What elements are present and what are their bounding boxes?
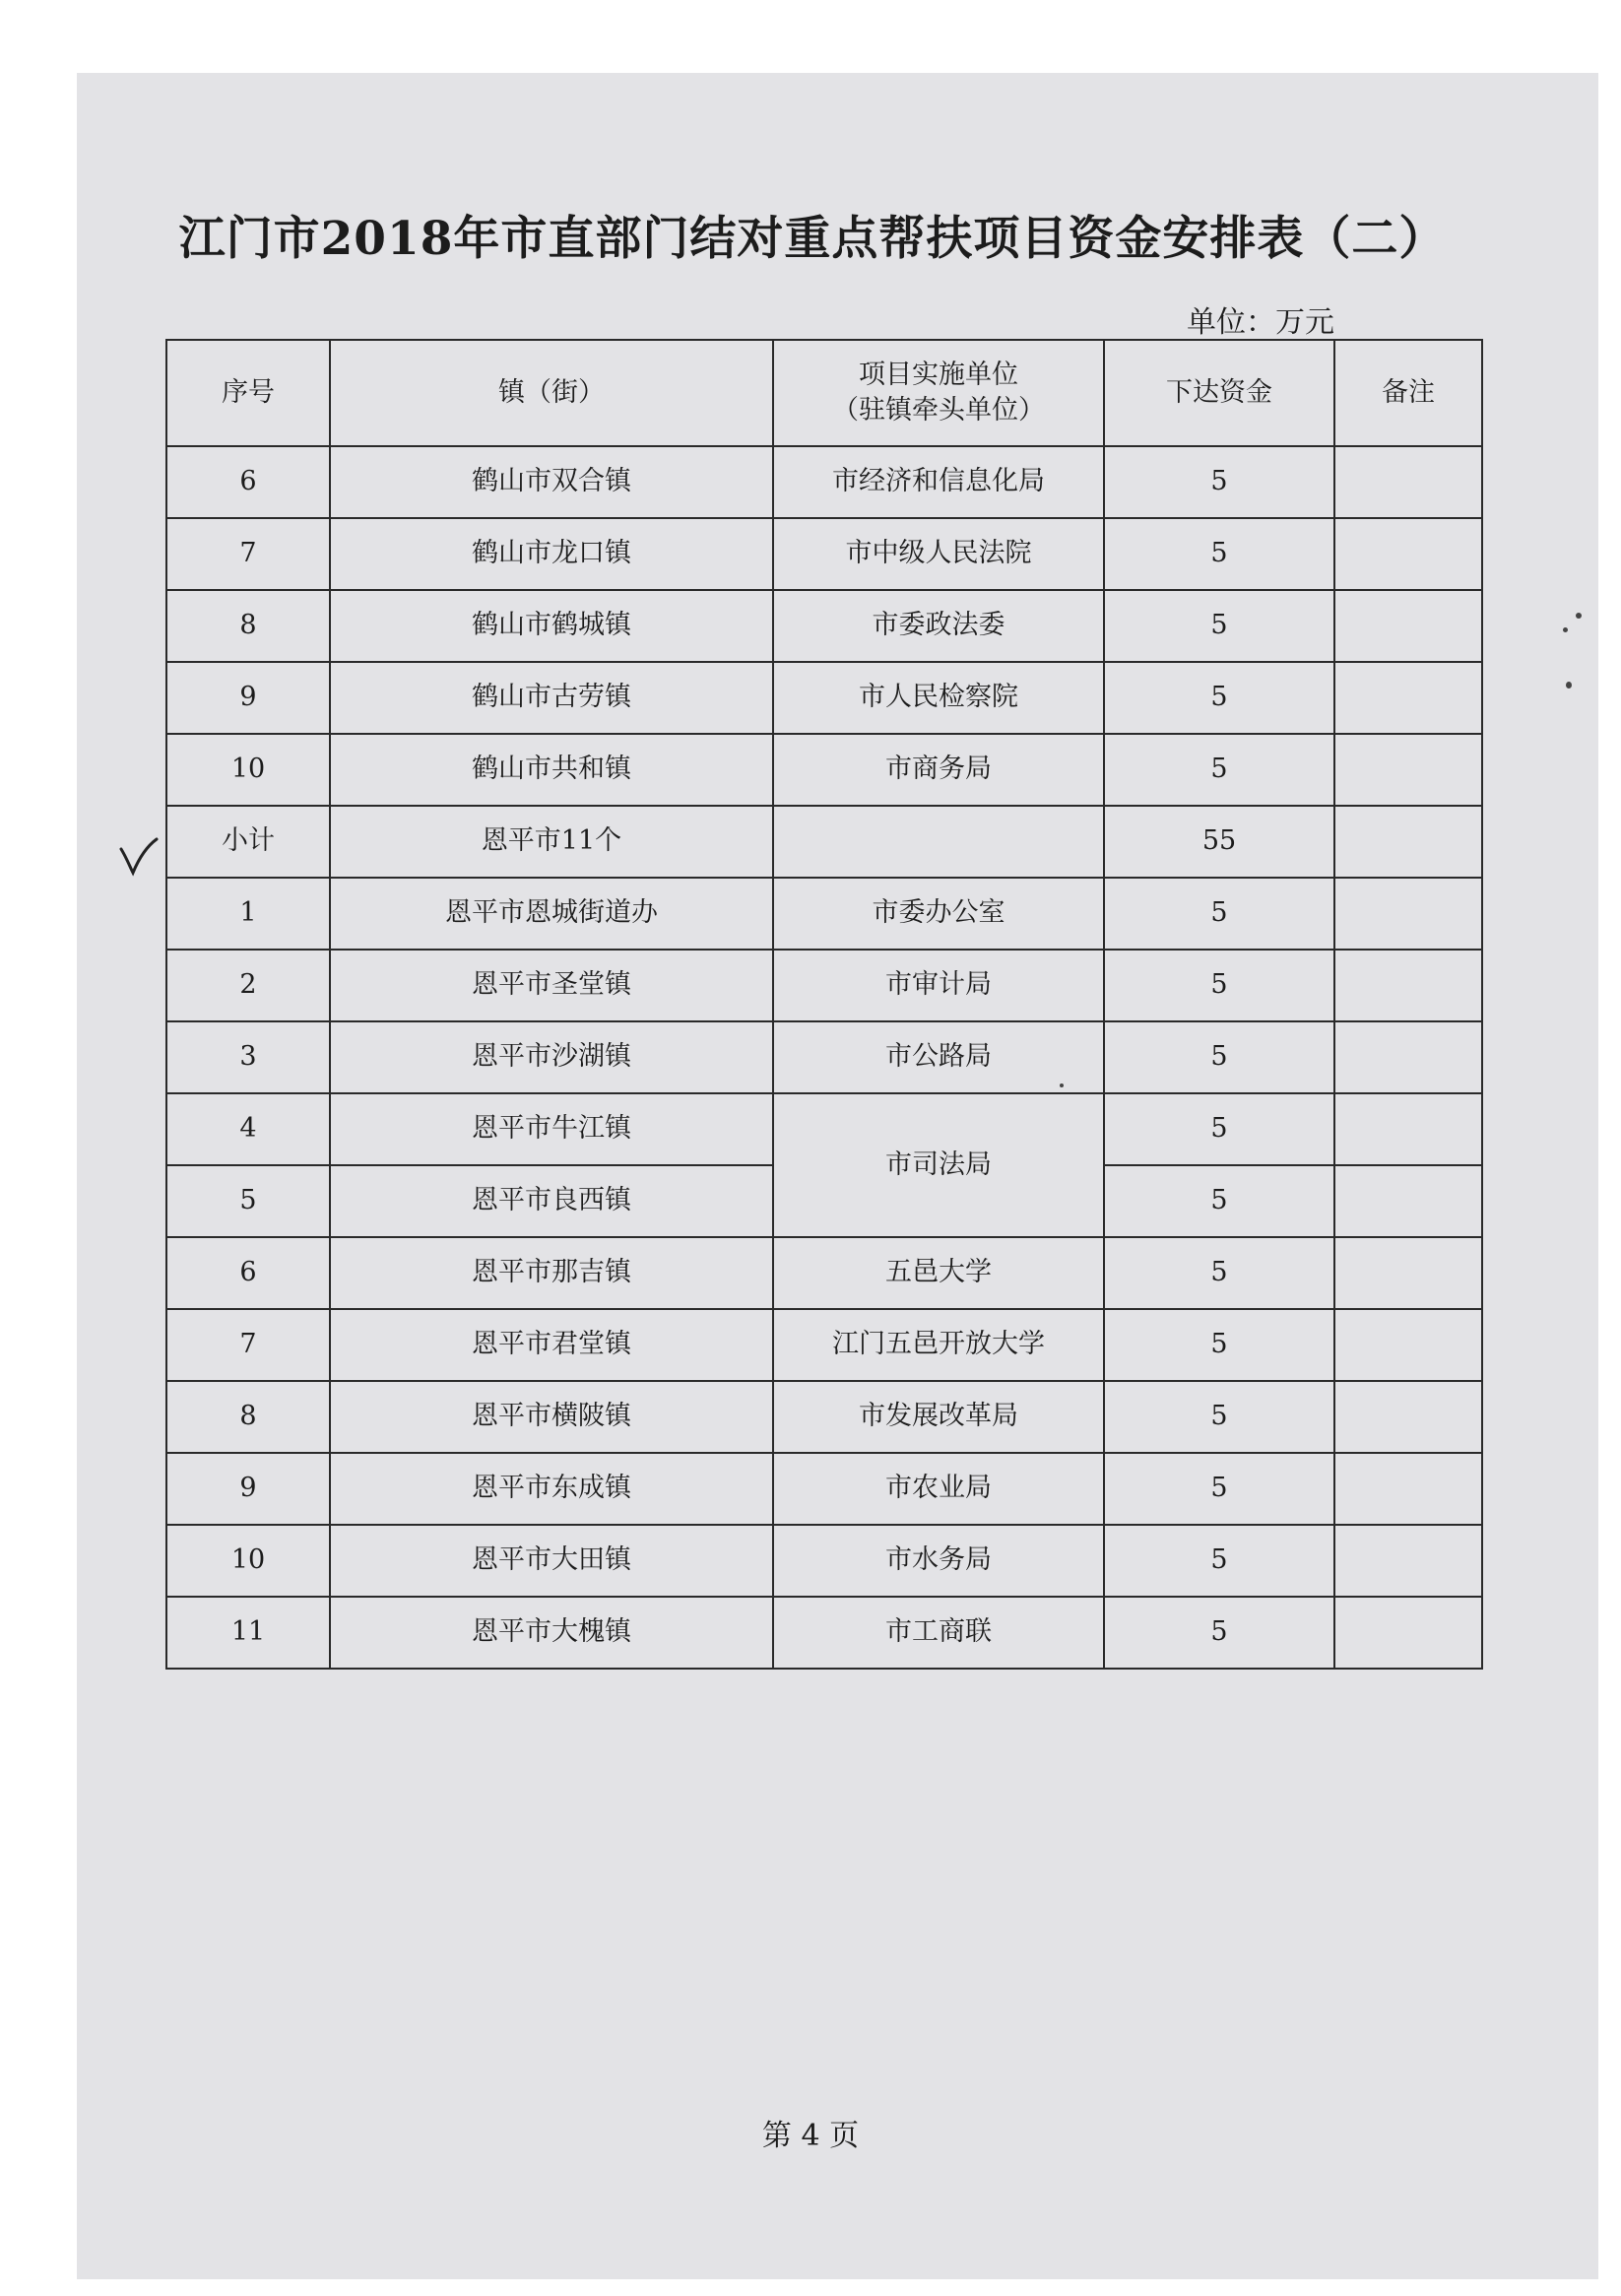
page-number: 第 4 页	[761, 2119, 860, 2153]
cell-remarks	[1334, 1021, 1482, 1093]
table-row	[166, 1309, 1482, 1381]
cell-town: 恩平市沙湖镇	[330, 1021, 773, 1093]
header-funds: 下达资金	[1104, 340, 1334, 446]
table-row	[166, 1453, 1482, 1525]
cell-unit: 市委办公室	[773, 878, 1104, 950]
document-title: 江门市2018年市直部门结对重点帮扶项目资金安排表（二）	[178, 212, 1447, 266]
cell-index: 7	[166, 518, 330, 590]
cell-funds: 5	[1104, 1381, 1334, 1453]
cell-town: 恩平市牛江镇	[330, 1093, 773, 1165]
cell-town: 恩平市东成镇	[330, 1453, 773, 1525]
cell-town: 恩平市君堂镇	[330, 1309, 773, 1381]
cell-funds: 55	[1104, 806, 1334, 878]
cell-unit: 市中级人民法院	[773, 518, 1104, 590]
cell-town: 恩平市11个	[330, 806, 773, 878]
cell-town: 鹤山市鹤城镇	[330, 590, 773, 662]
cell-funds: 5	[1104, 878, 1334, 950]
cell-funds: 5	[1104, 1237, 1334, 1309]
cell-index: 小计	[166, 806, 330, 878]
cell-index: 7	[166, 1309, 330, 1381]
cell-remarks	[1334, 734, 1482, 806]
table-row	[166, 1093, 1482, 1165]
table-row	[166, 878, 1482, 950]
cell-town: 鹤山市龙口镇	[330, 518, 773, 590]
cell-remarks	[1334, 1237, 1482, 1309]
table-row	[166, 518, 1482, 590]
cell-unit: 江门五邑开放大学	[773, 1309, 1104, 1381]
cell-index: 8	[166, 590, 330, 662]
cell-funds: 5	[1104, 446, 1334, 518]
table-row	[166, 1021, 1482, 1093]
cell-town: 恩平市良西镇	[330, 1165, 773, 1237]
header-index: 序号	[166, 340, 330, 446]
cell-unit: 市商务局	[773, 734, 1104, 806]
cell-unit: 市公路局	[773, 1021, 1104, 1093]
table-row	[166, 950, 1482, 1021]
table-row	[166, 1381, 1482, 1453]
cell-funds: 5	[1104, 1309, 1334, 1381]
cell-funds: 5	[1104, 518, 1334, 590]
cell-index: 5	[166, 1165, 330, 1237]
header-town: 镇（街）	[330, 340, 773, 446]
cell-remarks	[1334, 1093, 1482, 1165]
cell-town: 恩平市恩城街道办	[330, 878, 773, 950]
cell-funds: 5	[1104, 950, 1334, 1021]
scan-speck	[1563, 627, 1568, 632]
table-row	[166, 1525, 1482, 1597]
cell-index: 3	[166, 1021, 330, 1093]
cell-funds: 5	[1104, 1525, 1334, 1597]
cell-index: 6	[166, 446, 330, 518]
table-row	[166, 446, 1482, 518]
cell-index: 2	[166, 950, 330, 1021]
cell-unit: 五邑大学	[773, 1237, 1104, 1309]
cell-index: 9	[166, 1453, 330, 1525]
cell-index: 6	[166, 1237, 330, 1309]
cell-remarks	[1334, 1309, 1482, 1381]
cell-unit: 市发展改革局	[773, 1381, 1104, 1453]
cell-remarks	[1334, 518, 1482, 590]
cell-unit: 市审计局	[773, 950, 1104, 1021]
cell-funds: 5	[1104, 1453, 1334, 1525]
cell-unit: 市委政法委	[773, 590, 1104, 662]
table-row	[166, 1597, 1482, 1669]
cell-index: 9	[166, 662, 330, 734]
table-body	[166, 446, 1482, 1669]
cell-remarks	[1334, 878, 1482, 950]
table-row	[166, 662, 1482, 734]
scan-speck	[1566, 682, 1572, 689]
cell-remarks	[1334, 1381, 1482, 1453]
scan-speck	[1576, 613, 1582, 619]
cell-unit	[773, 806, 1104, 878]
cell-funds: 5	[1104, 1093, 1334, 1165]
cell-unit: 市司法局	[773, 1093, 1104, 1237]
cell-remarks	[1334, 662, 1482, 734]
cell-remarks	[1334, 1453, 1482, 1525]
cell-remarks	[1334, 446, 1482, 518]
cell-index: 1	[166, 878, 330, 950]
cell-funds: 5	[1104, 1021, 1334, 1093]
table-header-row	[166, 340, 1482, 446]
cell-funds: 5	[1104, 1165, 1334, 1237]
subtotal-row	[166, 806, 1482, 878]
unit-label: 单位：万元	[1187, 305, 1334, 340]
cell-unit: 市工商联	[773, 1597, 1104, 1669]
cell-remarks	[1334, 1525, 1482, 1597]
scan-speck	[1060, 1083, 1064, 1087]
cell-remarks	[1334, 806, 1482, 878]
cell-town: 鹤山市古劳镇	[330, 662, 773, 734]
cell-town: 恩平市横陂镇	[330, 1381, 773, 1453]
cell-funds: 5	[1104, 590, 1334, 662]
cell-index: 8	[166, 1381, 330, 1453]
cell-town: 恩平市大槐镇	[330, 1597, 773, 1669]
cell-remarks	[1334, 1597, 1482, 1669]
table-row	[166, 734, 1482, 806]
cell-town: 恩平市圣堂镇	[330, 950, 773, 1021]
cell-funds: 5	[1104, 734, 1334, 806]
header-unit-line1: 项目实施单位	[859, 359, 1018, 390]
cell-town: 恩平市大田镇	[330, 1525, 773, 1597]
cell-index: 10	[166, 734, 330, 806]
cell-funds: 5	[1104, 662, 1334, 734]
cell-index: 4	[166, 1093, 330, 1165]
table-row	[166, 1237, 1482, 1309]
header-unit	[773, 340, 1104, 446]
cell-town: 恩平市那吉镇	[330, 1237, 773, 1309]
cell-index: 10	[166, 1525, 330, 1597]
cell-remarks	[1334, 590, 1482, 662]
cell-index: 11	[166, 1597, 330, 1669]
cell-remarks	[1334, 950, 1482, 1021]
cell-town: 鹤山市双合镇	[330, 446, 773, 518]
cell-unit: 市人民检察院	[773, 662, 1104, 734]
cell-town: 鹤山市共和镇	[330, 734, 773, 806]
header-remarks: 备注	[1334, 340, 1482, 446]
cell-remarks	[1334, 1165, 1482, 1237]
cell-unit: 市经济和信息化局	[773, 446, 1104, 518]
cell-unit: 市农业局	[773, 1453, 1104, 1525]
cell-unit: 市水务局	[773, 1525, 1104, 1597]
cell-funds: 5	[1104, 1597, 1334, 1669]
handwritten-check-mark	[118, 837, 160, 877]
header-unit-line2: （驻镇牵头单位）	[832, 395, 1045, 426]
funding-table	[165, 339, 1483, 1670]
table-row	[166, 590, 1482, 662]
